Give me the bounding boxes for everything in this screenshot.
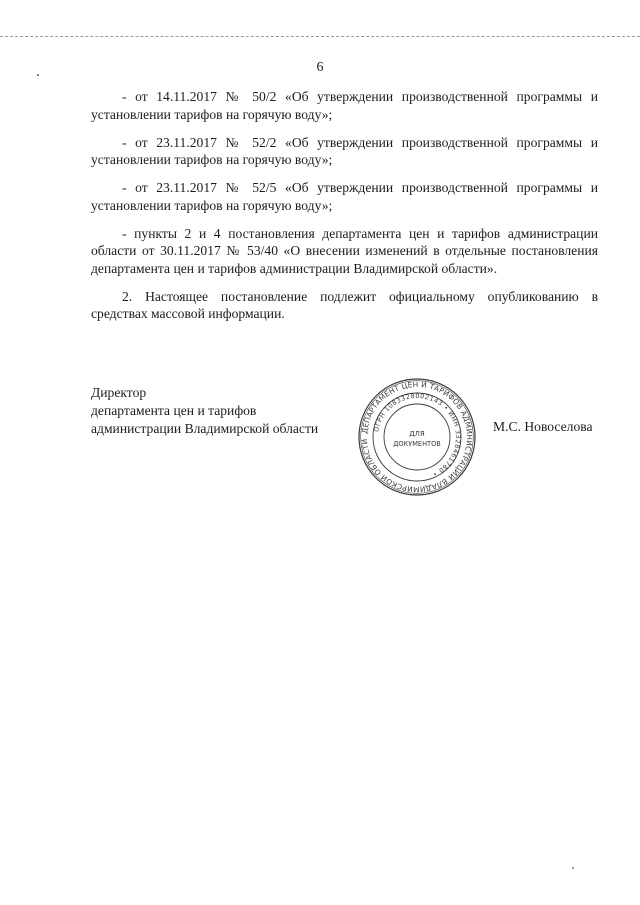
scan-artifact-dot [37, 74, 39, 76]
seal-center-line-1: ДЛЯ [409, 430, 425, 438]
official-seal-stamp [357, 377, 477, 497]
scan-artifact-dot [572, 867, 574, 869]
signatory-title-block [91, 384, 318, 438]
scan-top-edge-line [0, 36, 640, 37]
list-item-resolution-52-5: - от 23.11.2017 № 52/5 «Об утверждении производственной программы и установлении тарифов на горячую воду»; [91, 180, 598, 213]
signatory-title-line: Директор [91, 385, 147, 400]
page-number: 6 [316, 60, 324, 75]
signatory-name: М.С. Новоселова [493, 419, 593, 434]
seal-outer-ring-text: ДЕПАРТАМЕНТ ЦЕН И ТАРИФОВ АДМИНИСТРАЦИИ ВЛАДИМИРСКОЙ ОБЛАСТИ [359, 379, 475, 495]
seal-center-line-2: ДОКУМЕНТОВ [393, 440, 441, 448]
seal-graphic [357, 377, 477, 497]
list-item-resolution-53-40: - пункты 2 и 4 постановления департамента цен и тарифов администрации области от 30.11.2017 № 53/40 «О внесении изменений в отдельные постановления департамента цен и тарифов администрации Владимирской области». [91, 225, 598, 276]
list-item-resolution-50-2: - от 14.11.2017 № 50/2 «Об утверждении производственной программы и установлении тарифов на горячую воду»; [91, 89, 598, 122]
signatory-title-line: департамента цен и тарифов [91, 403, 257, 418]
signatory-title-line: администрации Владимирской области [91, 421, 319, 436]
document-body [91, 88, 598, 333]
list-item-resolution-52-2: - от 23.11.2017 № 52/2 «Об утверждении производственной программы и установлении тарифов на горячую воду»; [91, 134, 598, 167]
seal-inner-ring-text: ОГРН 1083328002143 • ИНН 3328461780 • [373, 392, 462, 478]
publication-clause: 2. Настоящее постановление подлежит официальному опубликованию в средствах массовой информации. [91, 288, 598, 321]
